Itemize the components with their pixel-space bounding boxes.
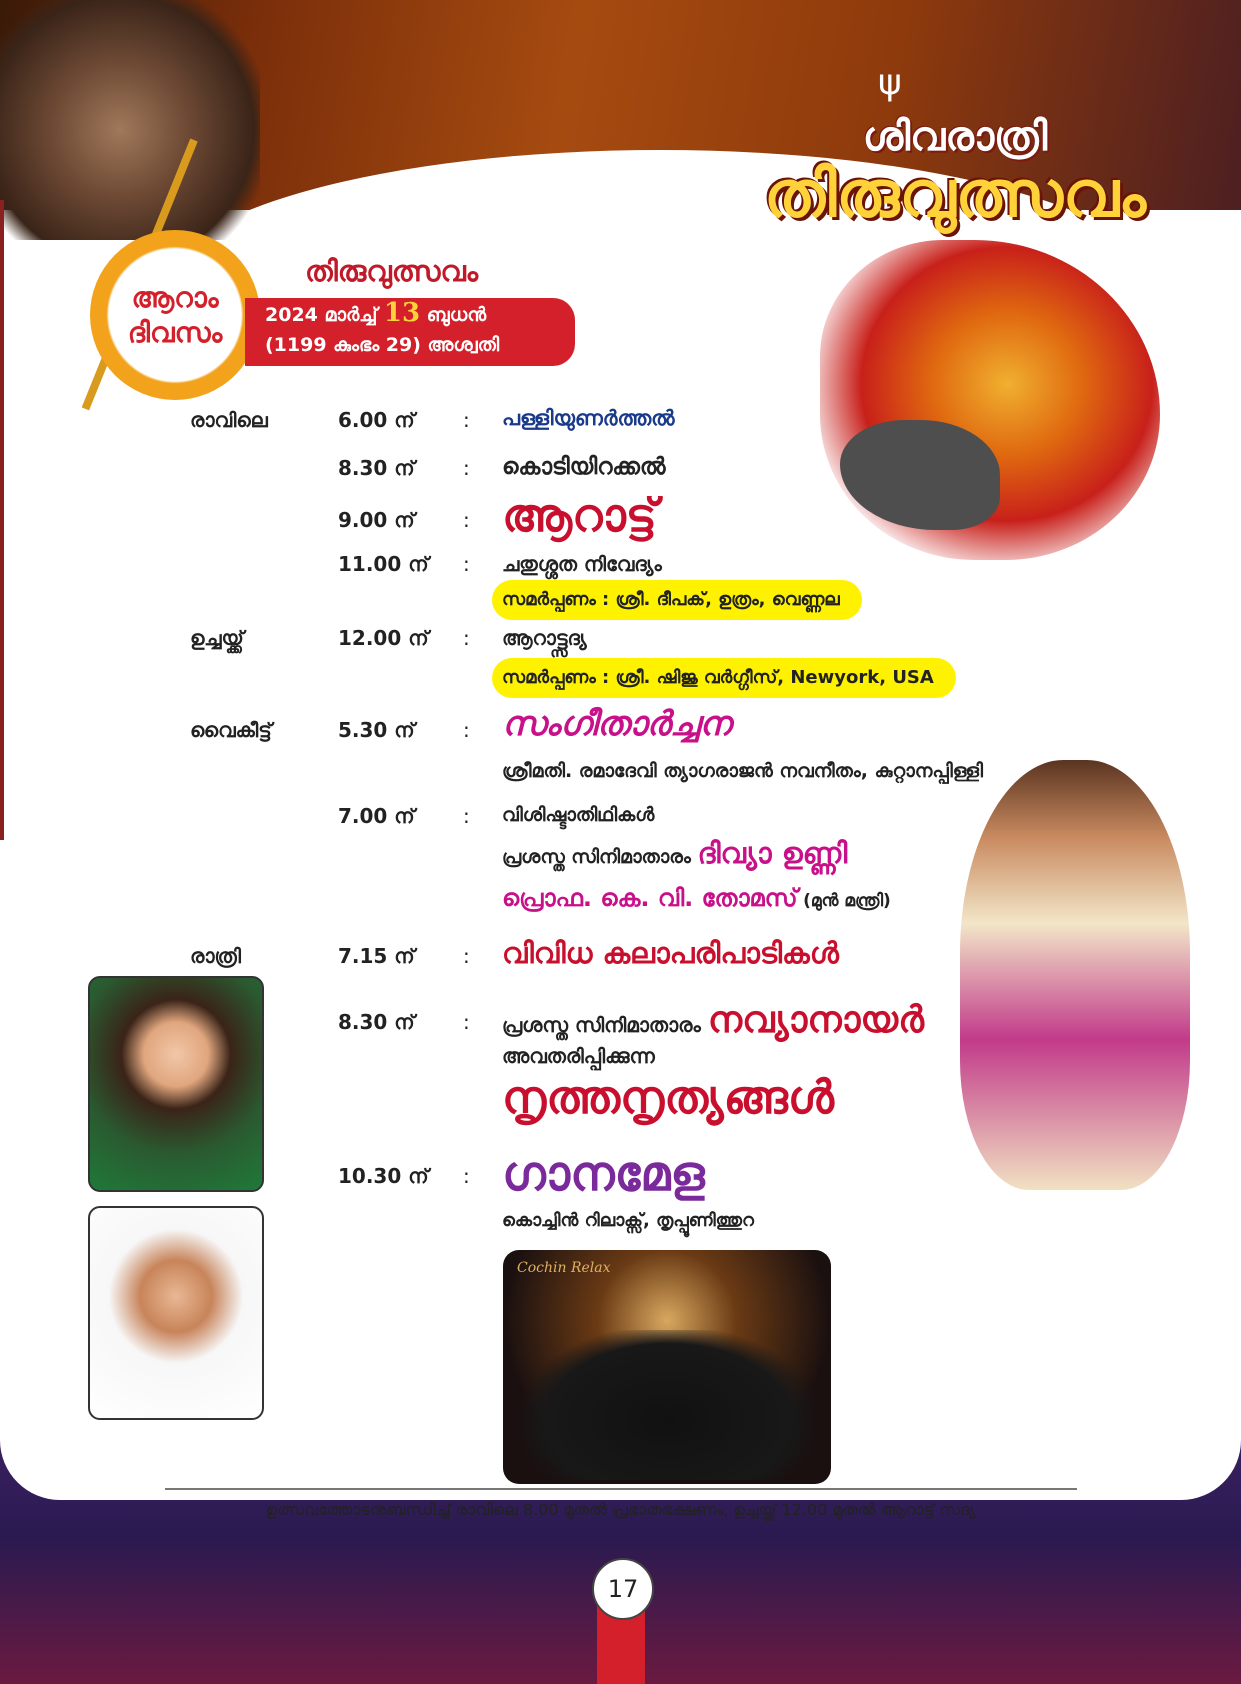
day-badge xyxy=(90,230,260,400)
event-detail: ശ്രീമതി. രമാദേവി ത്യാഗരാജൻ നവനീതം, കുറ്റാനപ്പിള്ളി xyxy=(502,760,984,782)
date-day: 13 xyxy=(383,298,421,328)
colon: : xyxy=(463,456,470,480)
day-heading: തിരുവുത്സവം xyxy=(305,254,479,288)
page-number: 17 xyxy=(592,1558,654,1620)
trident-icon: ψ xyxy=(878,62,902,103)
time: 9.00 ന് xyxy=(338,508,415,532)
event-highlight: ഗാനമേള xyxy=(502,1146,705,1202)
band-photo xyxy=(503,1250,831,1484)
guest-line: പ്രശസ്ത സിനിമാതാരം ദിവ്യാ ഉണ്ണി xyxy=(502,836,848,870)
guest-name: പ്രൊഫ. കെ. വി. തോമസ് xyxy=(502,884,798,912)
event: പ്രശസ്ത സിനിമാതാരം നവ്യാനായർ xyxy=(502,998,925,1041)
event: പള്ളിയുണർത്തൽ xyxy=(502,406,675,430)
title-main: തിരുവുത്സവം xyxy=(764,158,1146,232)
event-detail: കൊച്ചിൻ റിലാക്സ്, തൃപ്പൂണിത്തുറ xyxy=(502,1210,754,1231)
festival-title xyxy=(720,60,1190,260)
time: 8.30 ന് xyxy=(338,456,415,480)
event-highlight: നൃത്തനൃത്യങ്ങൾ xyxy=(502,1070,834,1124)
band-members xyxy=(523,1330,813,1480)
divider xyxy=(165,1488,1077,1490)
time: 11.00 ന് xyxy=(338,552,429,576)
time: 7.00 ന് xyxy=(338,804,415,828)
colon: : xyxy=(463,626,470,650)
actress-photo xyxy=(88,976,264,1192)
sponsor-pill: സമർപ്പണം : ശ്രീ. ഷിജു വർഗ്ഗീസ്, Newyork, USA xyxy=(492,658,956,698)
badge-line1: ആറാം xyxy=(131,281,219,314)
time: 12.00 ന് xyxy=(338,626,429,650)
dancer-image xyxy=(960,760,1190,1190)
sponsor-pill: സമർപ്പണം : ശ്രീ. ദീപക്, ഉത്രം, വെണ്ണല xyxy=(492,580,862,620)
event: ആറാട്ട്സദ്യ xyxy=(502,626,587,650)
time: 8.30 ന് xyxy=(338,1010,415,1034)
colon: : xyxy=(463,718,470,742)
colon: : xyxy=(463,508,470,532)
time: 10.30 ന് xyxy=(338,1164,429,1188)
colon: : xyxy=(463,1164,470,1188)
badge-line2: ദിവസം xyxy=(127,316,223,349)
date-line2: (1199 കുംഭം 29) അശ്വതി xyxy=(265,334,500,356)
left-border xyxy=(0,200,4,840)
event-highlight: സംഗീതാർച്ചന xyxy=(502,704,731,744)
period-label: രാത്രി xyxy=(190,944,241,968)
date-line1: 2024 മാർച്ച് 13 ബുധൻ xyxy=(265,298,487,328)
guest-name: ദിവ്യാ ഉണ്ണി xyxy=(697,836,848,870)
period-label: രാവിലെ xyxy=(190,408,268,432)
guest-photo xyxy=(88,1206,264,1420)
event: കൊടിയിറക്കൽ xyxy=(502,454,666,480)
event: വിശിഷ്ടാതിഥികൾ xyxy=(502,804,655,826)
time: 7.15 ന് xyxy=(338,944,415,968)
shiva-image xyxy=(0,0,260,240)
time: 6.00 ന് xyxy=(338,408,415,432)
date-bar xyxy=(245,298,575,366)
colon: : xyxy=(463,552,470,576)
colon: : xyxy=(463,408,470,432)
colon: : xyxy=(463,804,470,828)
colon: : xyxy=(463,1010,470,1034)
colon: : xyxy=(463,944,470,968)
event-line2: അവതരിപ്പിക്കുന്ന xyxy=(502,1044,655,1068)
title-top: ശിവരാത്രി xyxy=(862,114,1048,160)
guest-line: പ്രൊഫ. കെ. വി. തോമസ് (മുൻ മന്ത്രി) xyxy=(502,884,891,912)
band-logo: Cochin Relax xyxy=(517,1260,611,1276)
event: വിവിധ കലാപരിപാടികൾ xyxy=(502,936,839,970)
time: 5.30 ന് xyxy=(338,718,415,742)
event-highlight: ആറാട്ട് xyxy=(502,488,657,542)
artist-name: നവ്യാനായർ xyxy=(707,998,925,1041)
period-label: വൈകീട്ട് xyxy=(190,718,272,742)
event: ചതുശ്ശത നിവേദ്യം xyxy=(502,552,662,576)
period-label: ഉച്ചയ്ക്ക് xyxy=(190,626,244,650)
footnote: ഉത്സവത്തോടനുബന്ധിച്ച് രാവിലെ 8.00 മുതൽ പ്രഭാതഭക്ഷണം, ഉച്ചയ്ക്ക് 12.00 മുതൽ ആറാട്ട് സദ്യ xyxy=(265,1500,976,1519)
